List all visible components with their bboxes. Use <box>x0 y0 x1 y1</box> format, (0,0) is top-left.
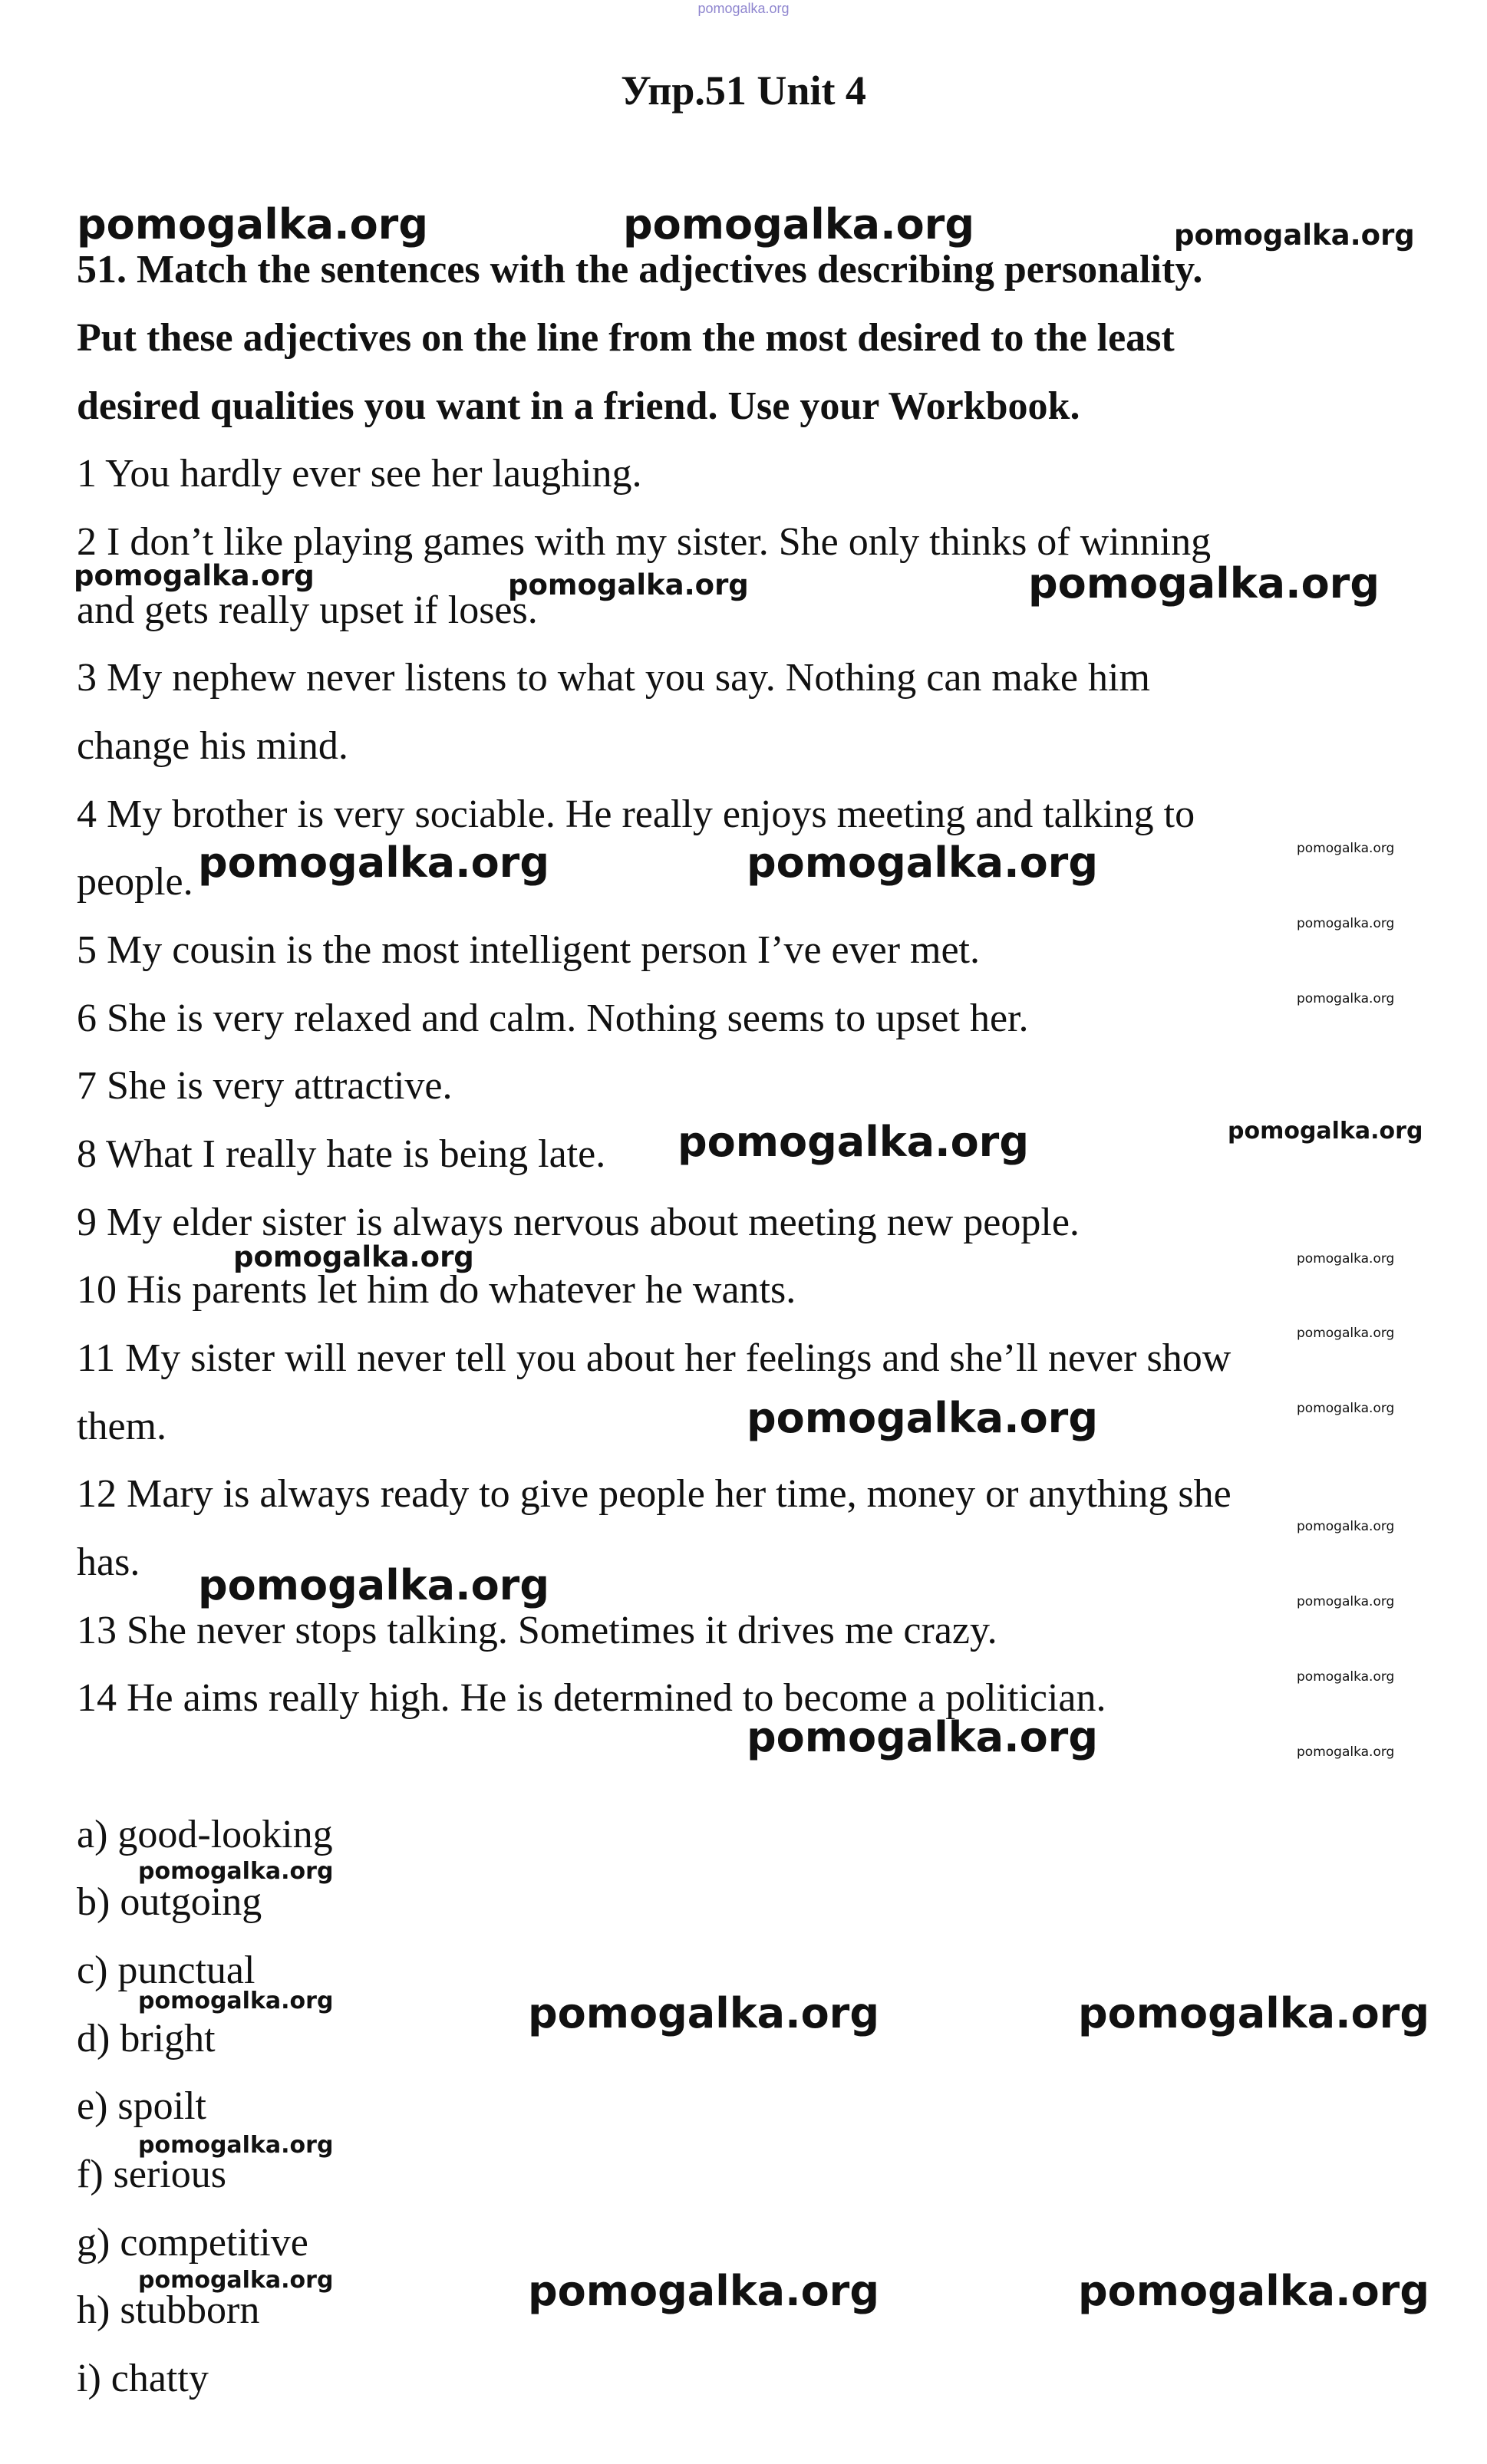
watermark: pomogalka.org <box>1297 841 1395 856</box>
page-title: Упр.51 Unit 4 <box>621 68 866 114</box>
sentence-3-line-1: 3 My nephew never listens to what you say. Nothing can make him <box>77 656 1150 700</box>
watermark: pomogalka.org <box>74 559 315 592</box>
watermark: pomogalka.org <box>1228 1118 1423 1145</box>
sentence-1: 1 You hardly ever see her laughing. <box>77 452 642 496</box>
sentence-5: 5 My cousin is the most intelligent person I’ve ever met. <box>77 928 980 972</box>
sentence-13: 13 She never stops talking. Sometimes it drives me crazy. <box>77 1609 997 1652</box>
task-line-1: 51. Match the sentences with the adjectives describing personality. <box>77 248 1203 292</box>
sentence-8: 8 What I really hate is being late. <box>77 1132 606 1176</box>
sentence-2-line-1: 2 I don’t like playing games with my sister. She only thinks of winning <box>77 520 1212 564</box>
sentence-4-line-2: people. <box>77 860 193 904</box>
task-line-3: desired qualities you want in a friend. Use your Workbook. <box>77 384 1080 428</box>
watermark: pomogalka.org <box>623 200 974 249</box>
watermark: pomogalka.org <box>198 1561 549 1609</box>
watermark: pomogalka.org <box>1028 559 1380 608</box>
sentence-9: 9 My elder sister is always nervous about meeting new people. <box>77 1201 1080 1244</box>
adjective-c: c) punctual <box>77 1948 256 1992</box>
watermark: pomogalka.org <box>678 1118 1029 1166</box>
sentence-6: 6 She is very relaxed and calm. Nothing seems to upset her. <box>77 996 1029 1040</box>
watermark: pomogalka.org <box>508 568 749 601</box>
watermark: pomogalka.org <box>138 1988 334 2014</box>
watermark: pomogalka.org <box>1297 916 1395 931</box>
watermark: pomogalka.org <box>747 1713 1098 1761</box>
watermark: pomogalka.org <box>77 200 428 249</box>
watermark: pomogalka.org <box>138 1858 334 1885</box>
sentence-11-line-2: them. <box>77 1405 167 1448</box>
adjective-h: h) stubborn <box>77 2288 260 2332</box>
watermark: pomogalka.org <box>528 2267 879 2315</box>
sentence-10: 10 His parents let him do whatever he wants. <box>77 1268 796 1312</box>
watermark: pomogalka.org <box>1297 1251 1395 1267</box>
adjective-e: e) spoilt <box>77 2084 206 2128</box>
sentence-7: 7 She is very attractive. <box>77 1064 453 1108</box>
adjective-i: i) chatty <box>77 2357 209 2400</box>
watermark: pomogalka.org <box>233 1240 474 1273</box>
sentence-3-line-2: change his mind. <box>77 724 348 768</box>
watermark: pomogalka.org <box>1297 1669 1395 1685</box>
adjective-f: f) serious <box>77 2153 226 2196</box>
sentence-2-line-2: and gets really upset if loses. <box>77 588 538 632</box>
sentence-11-line-1: 11 My sister will never tell you about her feelings and she’ll never show <box>77 1336 1231 1380</box>
watermark: pomogalka.org <box>1078 1989 1429 2037</box>
adjective-d: d) bright <box>77 2017 216 2060</box>
adjective-g: g) competitive <box>77 2221 308 2265</box>
adjective-b: b) outgoing <box>77 1880 262 1924</box>
watermark: pomogalka.org <box>1297 1326 1395 1341</box>
watermark: pomogalka.org <box>747 1394 1098 1442</box>
watermark: pomogalka.org <box>1297 1401 1395 1416</box>
task-line-2: Put these adjectives on the line from the most desired to the least <box>77 316 1175 360</box>
watermark: pomogalka.org <box>1174 219 1415 252</box>
adjective-a: a) good-looking <box>77 1813 333 1856</box>
sentence-4-line-1: 4 My brother is very sociable. He really enjoys meeting and talking to <box>77 792 1195 836</box>
watermark: pomogalka.org <box>1297 991 1395 1006</box>
watermark: pomogalka.org <box>138 2267 334 2294</box>
watermark: pomogalka.org <box>1297 1744 1395 1760</box>
watermark: pomogalka.org <box>198 838 549 887</box>
watermark: pomogalka.org <box>138 2132 334 2159</box>
watermark: pomogalka.org <box>1297 1594 1395 1609</box>
sentence-12-line-1: 12 Mary is always ready to give people her time, money or anything she <box>77 1472 1231 1516</box>
watermark: pomogalka.org <box>1297 1519 1395 1534</box>
watermark: pomogalka.org <box>528 1989 879 2037</box>
site-mark: pomogalka.org <box>697 1 790 16</box>
sentence-14: 14 He aims really high. He is determined to become a politician. <box>77 1676 1106 1720</box>
watermark: pomogalka.org <box>1078 2267 1429 2315</box>
watermark: pomogalka.org <box>747 838 1098 887</box>
sentence-12-line-2: has. <box>77 1540 140 1584</box>
